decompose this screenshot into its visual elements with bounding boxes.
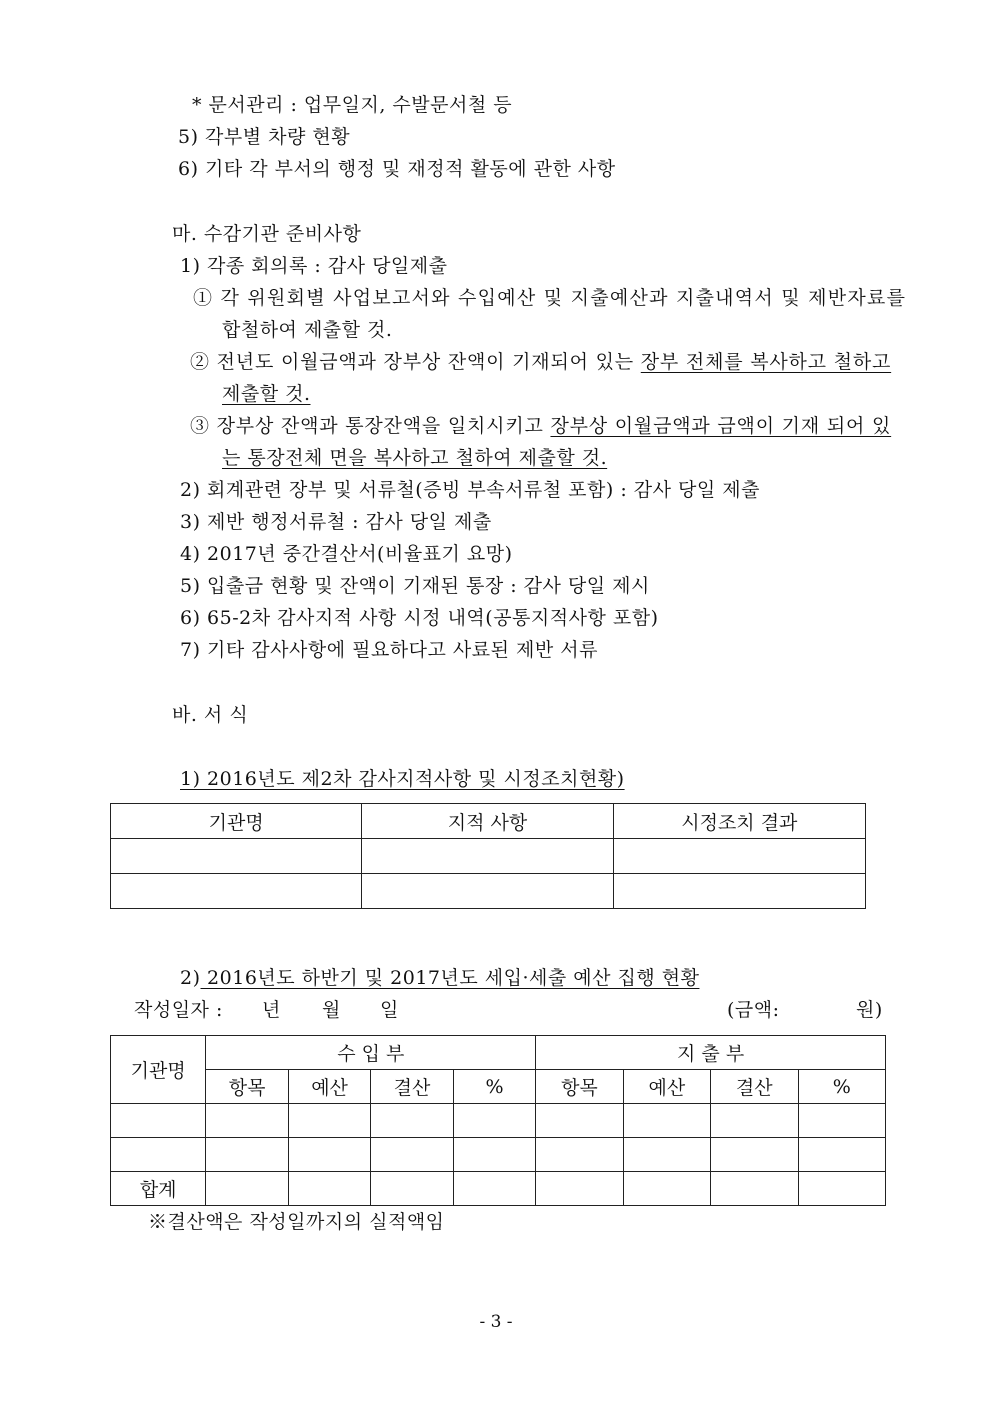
form2-month: 월 xyxy=(322,999,341,1021)
table-cell[interactable] xyxy=(111,1104,206,1138)
list-item: 7) 기타 감사사항에 필요하다고 사료된 제반 서류 xyxy=(180,639,598,661)
table-header: 항목 xyxy=(206,1070,288,1104)
table-cell[interactable] xyxy=(613,874,865,909)
list-item: 6) 65-2차 감사지적 사항 시정 내역(공통지적사항 포함) xyxy=(180,607,659,629)
table-cell[interactable] xyxy=(371,1104,453,1138)
text-underlined: 장부 전체를 복사하고 철하고 xyxy=(640,351,892,373)
list-item: 4) 2017년 중간결산서(비율표기 요망) xyxy=(180,543,513,565)
table-cell[interactable] xyxy=(111,839,362,874)
list-item-continuation: 합철하여 제출할 것. xyxy=(222,319,393,341)
table-header: % xyxy=(453,1070,535,1104)
total-label: 합계 xyxy=(111,1172,206,1206)
table-header: 시정조치 결과 xyxy=(613,804,865,839)
table-cell[interactable] xyxy=(111,1138,206,1172)
page-number: - 3 - xyxy=(479,1312,513,1332)
table-row-total xyxy=(111,1172,886,1206)
form2-date-label: 작성일자 : xyxy=(134,999,223,1021)
list-item: ① 각 위원회별 사업보고서와 수입예산 및 지출예산과 지출내역서 및 제반자료를 xyxy=(193,287,907,309)
table-cell[interactable] xyxy=(288,1104,370,1138)
list-item xyxy=(190,414,891,438)
table-header: 기관명 xyxy=(111,804,362,839)
form2-day: 일 xyxy=(380,999,399,1021)
form2-title-number: 2) xyxy=(180,967,201,989)
table-cell[interactable] xyxy=(206,1172,288,1206)
form1-title: 1) 2016년도 제2차 감사지적사항 및 시정조치현황) xyxy=(180,768,625,790)
list-item xyxy=(190,350,891,374)
table-row xyxy=(111,1138,886,1172)
table-cell[interactable] xyxy=(711,1172,798,1206)
form2-note: ※결산액은 작성일까지의 실적액임 xyxy=(148,1211,445,1233)
table-cell[interactable] xyxy=(623,1172,710,1206)
table-header: 항목 xyxy=(536,1070,623,1104)
text-plain: ② 전년도 이월금액과 장부상 잔액이 기재되어 있는 xyxy=(190,351,641,373)
table-cell[interactable] xyxy=(111,874,362,909)
table-header: 결산 xyxy=(711,1070,798,1104)
form1-table xyxy=(110,803,866,909)
table-cell[interactable] xyxy=(536,1138,623,1172)
table-cell[interactable] xyxy=(371,1172,453,1206)
table-row xyxy=(111,874,866,909)
form2-title-text: 2016년도 하반기 및 2017년도 세입·세출 예산 집행 현황 xyxy=(200,967,700,989)
table-header: 예산 xyxy=(623,1070,710,1104)
table-cell[interactable] xyxy=(798,1104,886,1138)
table-cell[interactable] xyxy=(453,1172,535,1206)
list-item: 1) 각종 회의록 : 감사 당일제출 xyxy=(180,255,448,277)
table-cell[interactable] xyxy=(206,1104,288,1138)
table-cell[interactable] xyxy=(536,1104,623,1138)
table-cell[interactable] xyxy=(798,1138,886,1172)
table-cell[interactable] xyxy=(288,1138,370,1172)
list-item: 5) 입출금 현황 및 잔액이 기재된 통장 : 감사 당일 제시 xyxy=(180,575,650,597)
text-plain: ③ 장부상 잔액과 통장잔액을 일치시키고 xyxy=(190,415,551,437)
table-cell[interactable] xyxy=(453,1104,535,1138)
table-header: 결산 xyxy=(371,1070,453,1104)
table-header: % xyxy=(798,1070,886,1104)
list-item: 5) 각부별 차량 현황 xyxy=(178,126,351,148)
table-cell[interactable] xyxy=(613,839,865,874)
form2-amount-label: (금액: xyxy=(727,999,780,1021)
form2-title xyxy=(180,966,699,990)
table-cell[interactable] xyxy=(711,1138,798,1172)
section-ma-title: 마. 수감기관 준비사항 xyxy=(172,223,362,245)
table-cell[interactable] xyxy=(206,1138,288,1172)
table-cell[interactable] xyxy=(623,1104,710,1138)
table-cell[interactable] xyxy=(623,1138,710,1172)
form2-amount-unit: 원) xyxy=(856,999,883,1021)
list-item: 3) 제반 행정서류철 : 감사 당일 제출 xyxy=(180,511,492,533)
table-cell[interactable] xyxy=(362,839,613,874)
list-item: 2) 회계관련 장부 및 서류철(증빙 부속서류철 포함) : 감사 당일 제출 xyxy=(180,479,760,501)
docs-management-note: * 문서관리 : 업무일지, 수발문서철 등 xyxy=(192,94,513,116)
table-header: 지적 사항 xyxy=(362,804,613,839)
table-header: 기관명 xyxy=(111,1036,206,1104)
text-underlined: 제출할 것. xyxy=(222,383,311,405)
table-header: 예산 xyxy=(288,1070,370,1104)
text-underlined: 는 통장전체 면을 복사하고 철하여 제출할 것. xyxy=(222,447,608,469)
table-cell[interactable] xyxy=(798,1172,886,1206)
table-cell[interactable] xyxy=(711,1104,798,1138)
form2-year: 년 xyxy=(262,999,281,1021)
table-header-income: 수 입 부 xyxy=(206,1036,536,1070)
list-item: 6) 기타 각 부서의 행정 및 재정적 활동에 관한 사항 xyxy=(178,158,616,180)
table-cell[interactable] xyxy=(362,874,613,909)
table-cell[interactable] xyxy=(453,1138,535,1172)
table-header-expense: 지 출 부 xyxy=(536,1036,886,1070)
text-underlined: 장부상 이월금액과 금액이 기재 되어 있 xyxy=(550,415,892,437)
section-ba-title: 바. 서 식 xyxy=(172,704,249,726)
table-cell[interactable] xyxy=(371,1138,453,1172)
table-row xyxy=(111,1104,886,1138)
form2-table xyxy=(110,1035,886,1206)
table-row xyxy=(111,839,866,874)
table-cell[interactable] xyxy=(536,1172,623,1206)
table-cell[interactable] xyxy=(288,1172,370,1206)
